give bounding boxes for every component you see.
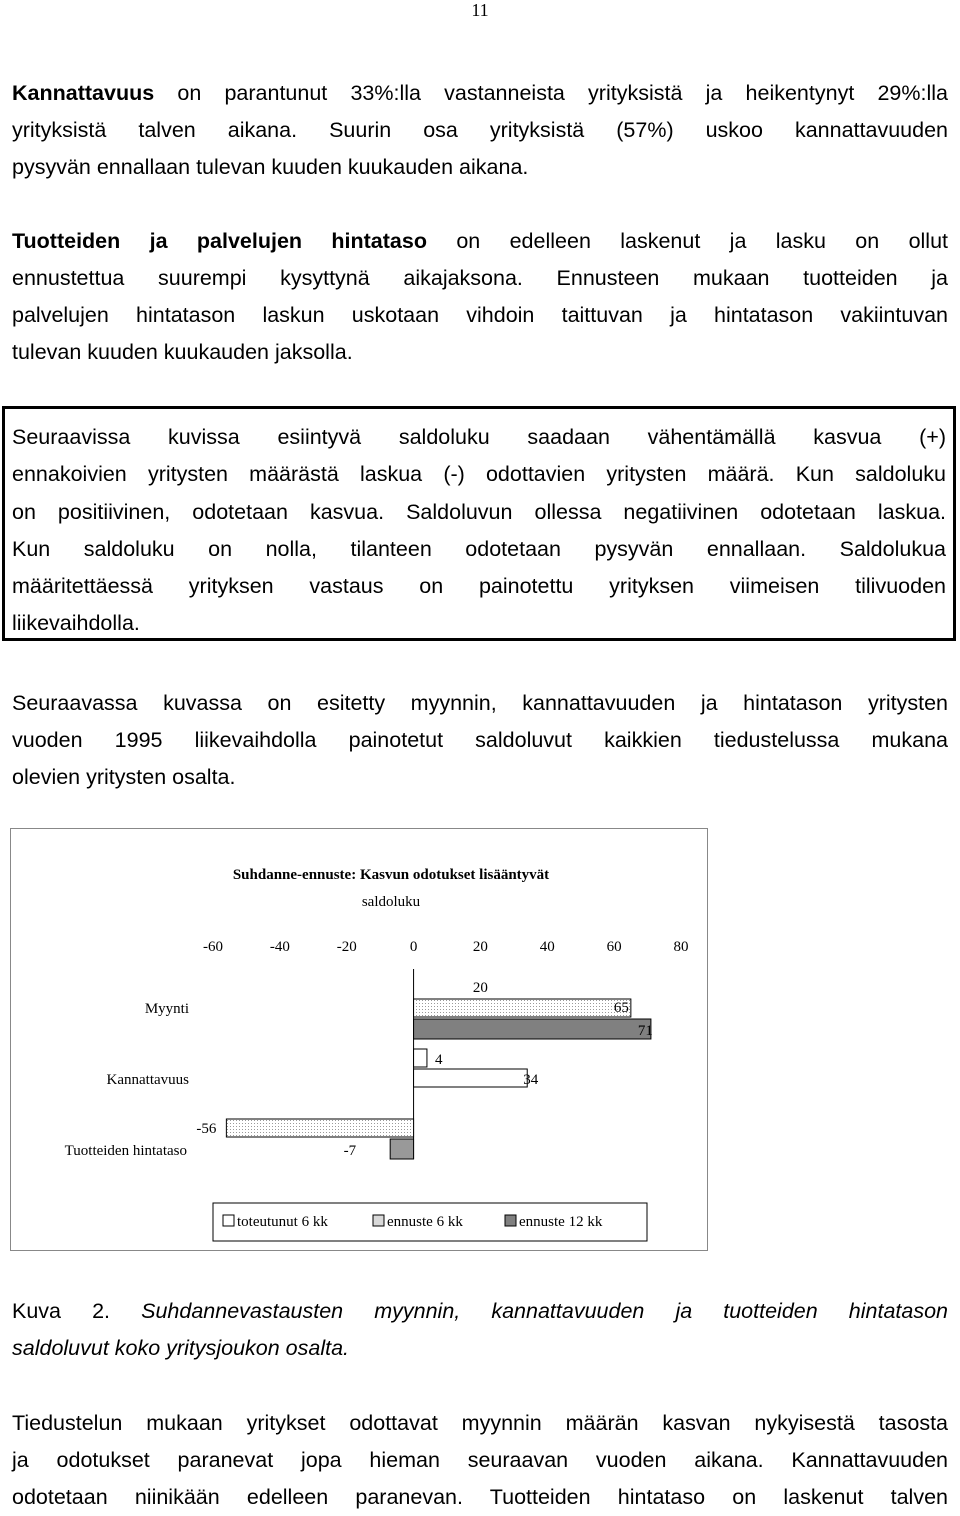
legend-swatch — [373, 1215, 384, 1226]
para1-line2: yrityksistä talven aikana. Suurin osa yrityksistä (57%) uskoo kannattavuuden — [12, 118, 948, 142]
legend-label: ennuste 12 kk — [519, 1214, 603, 1230]
para4-line1: Tiedustelun mukaan yritykset odottavat myynnin määrän kasvan nykyisestä tasosta — [12, 1411, 948, 1435]
para2-line1: on edelleen laskenut ja lasku on ollut — [426, 229, 949, 253]
data-label: 65 — [613, 1000, 629, 1016]
tick-label: -60 — [203, 939, 223, 955]
para2-line4: tulevan kuuden kuukauden jaksolla. — [12, 340, 353, 364]
tick-label: 40 — [539, 939, 555, 955]
x-axis-ticks — [203, 939, 689, 955]
data-label: 4 — [434, 1052, 443, 1068]
tick-label: 60 — [606, 939, 622, 955]
data-label: -7 — [343, 1143, 357, 1159]
para3-line3: olevien yritysten osalta. — [12, 765, 236, 789]
category-label: Tuotteiden hintataso — [64, 1143, 187, 1159]
chart-legend — [213, 1203, 647, 1241]
bar-tuotteiden-hintataso-ennuste-6-kk — [226, 1119, 413, 1137]
bar-myynti-ennuste-12-kk — [414, 1019, 651, 1039]
legend-label: toteutunut 6 kk — [237, 1214, 328, 1230]
tick-label: -40 — [269, 939, 290, 955]
bar-myynti-ennuste-6-kk — [414, 999, 631, 1017]
para4-line2: ja odotukset paranevat jopa hieman seuraavan vuoden aikana. Kannattavuuden — [12, 1448, 948, 1472]
legend-swatch — [223, 1215, 234, 1226]
bar-kannattavuus-toteutunut-6-kk — [414, 1049, 427, 1067]
tick-label: 0 — [409, 939, 418, 955]
bar-tuotteiden-hintataso-ennuste-12-kk — [390, 1139, 413, 1159]
caption-label: Kuva 2. — [12, 1299, 111, 1323]
price-level-heading: Tuotteiden ja palvelujen hintataso — [12, 229, 427, 253]
legend-label: ennuste 6 kk — [387, 1214, 463, 1230]
box-line4: Kun saldoluku on nolla, tilanteen odotetaan pysyvän ennallaan. Saldolukua — [12, 536, 946, 561]
figure-2-chart — [10, 828, 708, 1251]
box-line1: Seuraavissa kuvissa esiintyvä saldoluku saadaan vähentämällä kasvua (+) — [12, 425, 946, 449]
tick-label: 80 — [673, 939, 689, 955]
figure-caption — [12, 1293, 948, 1367]
para2-line3: palvelujen hintatason laskun uskotaan vihdoin taittuvan ja hintatason vakiintuvan — [12, 303, 948, 327]
data-label: 20 — [472, 980, 488, 996]
legend-swatch — [505, 1215, 516, 1226]
chart-title: Suhdanne-ennuste: Kasvun odotukset lisääntyvät — [232, 867, 550, 883]
data-label: 71 — [637, 1023, 653, 1039]
box-line3: on positiivinen, odotetaan kasvua. Saldoluvun ollessa negatiivinen odotetaan laskua. — [12, 499, 946, 524]
para4-line3: odotetaan niinikään edelleen paranevan. Tuotteiden hintataso on laskenut talven — [12, 1485, 948, 1509]
paragraph-survey-results — [12, 1405, 948, 1516]
bar-kannattavuus-ennuste-6-kk — [414, 1069, 528, 1087]
paragraph-figure-intro — [12, 685, 948, 796]
paragraph-price-level — [12, 223, 948, 371]
para3-line2: vuoden 1995 liikevaihdolla painotetut saldoluvut kaikkien tiedustelussa mukana — [12, 728, 948, 752]
para1-line3: pysyvän ennallaan tulevan kuuden kuukauden aikana. — [12, 155, 529, 179]
page-number: 11 — [471, 0, 489, 20]
tick-label: -20 — [336, 939, 357, 955]
category-label: Myynti — [144, 1001, 189, 1017]
data-label: 34 — [523, 1072, 539, 1088]
bars — [196, 980, 653, 1159]
definition-text — [12, 419, 946, 643]
box-line5: määritettäessä yrityksen vastaus on painotettu yrityksen viimeisen tilivuoden — [12, 574, 946, 599]
chart-subtitle: saldoluku — [361, 894, 421, 910]
category-labels — [65, 1001, 190, 1159]
para1-line1: on parantunut 33%:lla vastanneista yrityksistä ja heikentynyt 29%:lla — [154, 81, 948, 105]
category-label: Kannattavuus — [106, 1072, 189, 1088]
data-label: -56 — [196, 1121, 217, 1137]
box-line6: liikevaihdolla. — [12, 611, 140, 636]
caption-text-line2: saldoluvut koko yritysjoukon osalta. — [12, 1336, 350, 1360]
paragraph-profitability — [12, 75, 948, 186]
para3-line1: Seuraavassa kuvassa on esitetty myynnin, kannattavuuden ja hintatason yritysten — [12, 691, 948, 715]
caption-text-line1: Suhdannevastausten myynnin, kannattavuuden ja tuotteiden hintatason — [110, 1299, 948, 1323]
saldoluku-definition-box — [2, 406, 956, 641]
box-line2: ennakoivien yritysten määrästä laskua (-) odottavien yritysten määrä. Kun saldoluku — [12, 462, 946, 487]
para2-line2: ennustettua suurempi kysyttynä aikajaksona. Ennusteen mukaan tuotteiden ja — [12, 266, 948, 290]
tick-label: 20 — [472, 939, 488, 955]
profitability-heading: Kannattavuus — [12, 81, 155, 105]
bar-chart — [11, 829, 709, 1252]
